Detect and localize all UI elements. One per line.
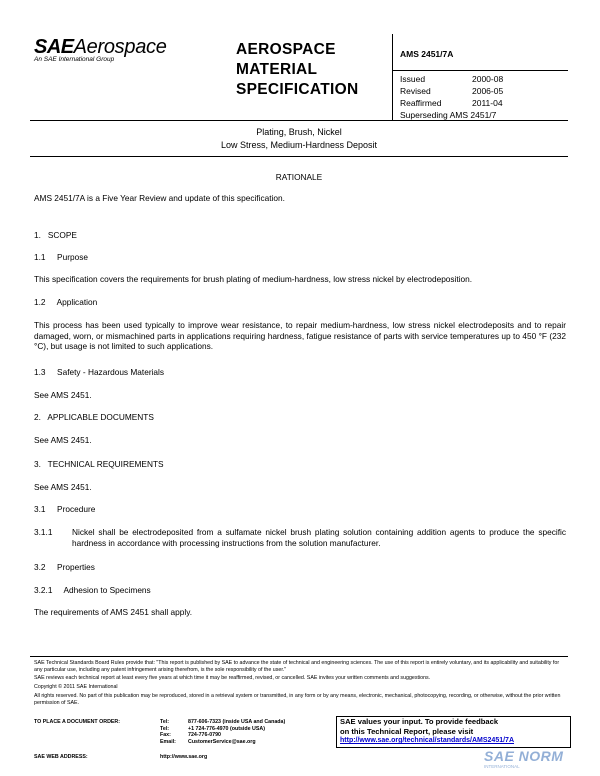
section-3-2-heading: 3.2 Properties <box>34 562 95 572</box>
sae-norm-watermark <box>484 748 594 774</box>
watermark-text: SAE NORM <box>484 748 564 764</box>
section-2-heading: 2. APPLICABLE DOCUMENTS <box>34 412 154 422</box>
section-3-1-heading: 3.1 Procedure <box>34 504 96 514</box>
order-label: TO PLACE A DOCUMENT ORDER: <box>34 719 121 725</box>
rationale-heading: RATIONALE <box>275 172 323 182</box>
feedback-line-2: on this Technical Report, please visit <box>340 726 474 736</box>
title-line-2: MATERIAL <box>236 61 318 78</box>
section-3-text: See AMS 2451. <box>34 482 92 492</box>
contact-label-tel-2: Tel: <box>160 725 170 732</box>
superseding-note: Superseding AMS 2451/7 <box>400 110 497 120</box>
contact-value-email[interactable]: CustomerService@sae.org <box>188 738 256 745</box>
section-1-2-text: This process has been used typically to improve wear resistance, to repair medium-hardness, low stress nickel electrodeposits and to repair damaged, worn, or mismachined parts in applications requiring hardness, fatigue resistance of parts with service temperatures up to 450 °F (232 °C), but usage is not limited to such applications. <box>34 320 566 351</box>
section-2-text: See AMS 2451. <box>34 435 92 445</box>
sae-aerospace-logo <box>34 36 214 63</box>
logo-sae-text: SAE <box>34 36 74 58</box>
feedback-link[interactable]: http://www.sae.org/technical/standards/AMS2451/7A <box>340 737 515 745</box>
section-3-1-1-number: 3.1.1 <box>34 527 53 537</box>
meta-value-reaffirmed: 2011-04 <box>472 98 503 108</box>
contact-label-email: Email: <box>160 738 176 745</box>
section-3-2-1-text: The requirements of AMS 2451 shall apply. <box>34 607 193 617</box>
meta-label-reaffirmed: Reaffirmed <box>400 98 442 108</box>
contact-value-tel-1: 877-606-7323 (inside USA and Canada) <box>188 719 286 725</box>
footer-review-text: SAE reviews each technical report at least every five years at which time it may be reaffirmed, revised, or cancelled. SAE invites your written comments and suggestions. <box>34 675 431 682</box>
contact-label-tel-1: Tel: <box>160 719 170 725</box>
document-number: AMS 2451/7A <box>400 49 454 59</box>
feedback-box <box>336 716 571 748</box>
section-1-2-heading: 1.2 Application <box>34 297 98 307</box>
meta-value-revised: 2006-05 <box>472 86 504 96</box>
section-1-1-heading: 1.1 Purpose <box>34 252 88 262</box>
revision-meta <box>400 73 568 121</box>
header-divider-docnum <box>392 70 568 71</box>
title-line-3: SPECIFICATION <box>236 81 359 98</box>
logo-subtitle: An SAE International Group <box>34 56 115 63</box>
web-address-link[interactable]: http://www.sae.org <box>160 754 208 760</box>
contact-value-fax: 724-776-0790 <box>188 732 221 739</box>
document-subject <box>30 126 568 151</box>
footer-legal <box>34 660 566 707</box>
rationale-text: AMS 2451/7A is a Five Year Review and update of this specification. <box>34 193 285 203</box>
logo-aerospace-text: Aerospace <box>73 36 167 58</box>
section-1-1-text: This specification covers the requirements for brush plating of medium-hardness, low stress nickel by electrodeposition. <box>34 274 473 284</box>
section-3-heading: 3. TECHNICAL REQUIREMENTS <box>34 459 164 469</box>
web-address-label: SAE WEB ADDRESS: <box>34 754 88 760</box>
meta-label-issued: Issued <box>400 74 426 84</box>
subject-line-2: Low Stress, Medium-Hardness Deposit <box>220 139 378 150</box>
subject-line-1: Plating, Brush, Nickel <box>256 127 342 137</box>
section-3-1-1-text: Nickel shall be electrodeposited from a sulfamate nickel brush plating solution containing addition agents to produce the specific hardness in accordance with processing instructions from the solution manufacturer. <box>72 527 566 548</box>
header-divider-vertical <box>392 34 393 120</box>
meta-label-revised: Revised <box>400 86 431 96</box>
document-type-title <box>236 40 358 100</box>
title-line-1: AEROSPACE <box>236 41 336 58</box>
footer-rules-text: SAE Technical Standards Board Rules provide that: "This report is published by SAE to advance the state of technical and engineering sciences. The use of this report is entirely voluntary, and its applicability and suitability for any particular use, including any patent infringement arising therefrom, is the sole responsibility of the user." <box>34 660 560 673</box>
watermark-subtext: INTERNATIONAL <box>484 764 520 769</box>
section-1-3-text: See AMS 2451. <box>34 390 92 400</box>
contact-value-tel-2: +1 724-776-4970 (outside USA) <box>188 725 265 732</box>
section-1-heading: 1. SCOPE <box>34 230 77 240</box>
order-contacts <box>160 719 330 745</box>
section-3-2-1-heading: 3.2.1 Adhesion to Specimens <box>34 585 151 595</box>
meta-value-issued: 2000-08 <box>472 74 504 84</box>
contact-label-fax: Fax: <box>160 732 171 739</box>
section-1-3-heading: 1.3 Safety - Hazardous Materials <box>34 367 165 377</box>
feedback-line-1: SAE values your input. To provide feedback <box>340 717 499 726</box>
subject-divider <box>30 156 568 157</box>
footer-divider <box>30 656 568 657</box>
footer-rights-text: All rights reserved. No part of this publication may be reproduced, stored in a retrieval system or transmitted, in any form or by any means, electronic, mechanical, photocopying, recording, or otherwise, without the prior written permission of SAE. <box>34 693 561 706</box>
footer-copyright: Copyright © 2011 SAE International <box>34 683 118 690</box>
